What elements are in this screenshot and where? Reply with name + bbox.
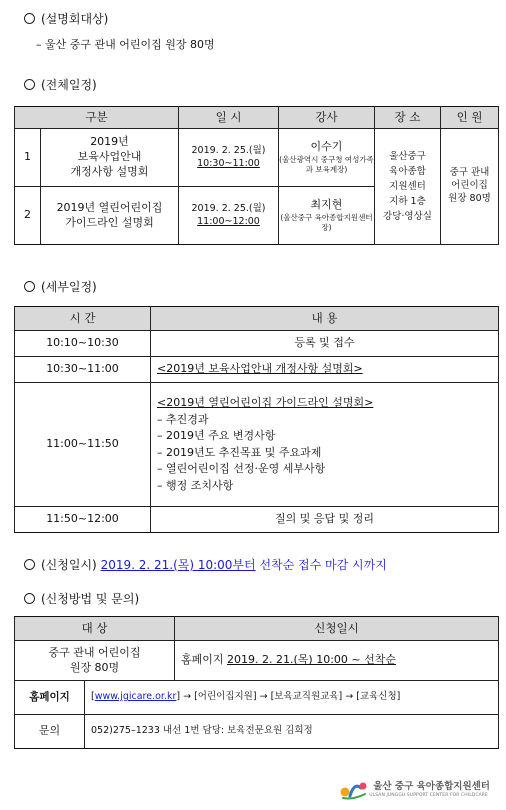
content-cell: <2019년 열린어린이집 가이드라인 설명회> – 추진경과 – 2019년 주요 변경사항 – 2019년도 추진목표 및 주요과제 – 열린어린이집 선정·운영 세부사항 – 행정 조치사항 [151, 383, 499, 507]
target-detail: – 울산 중구 관내 어린이집 원장 80명 [36, 38, 215, 51]
time-cell: 11:50~12:00 [15, 507, 151, 533]
session-datetime: 2019. 2. 25.(월) 10:30~11:00 [179, 129, 279, 187]
col-header-datetime: 일 시 [179, 107, 279, 129]
org-name: 울산 중구 육아종합지원센터 [373, 781, 490, 793]
col-header-speaker: 강사 [279, 107, 375, 129]
col-header-time: 시 간 [15, 307, 151, 331]
content-cell: 질의 및 응답 및 정리 [151, 507, 499, 533]
table-row [15, 129, 499, 187]
footer-logo [339, 780, 490, 800]
circle-bullet-icon [24, 79, 35, 90]
circle-bullet-icon [24, 281, 35, 292]
time-cell: 10:30~11:00 [15, 357, 151, 383]
circle-bullet-icon [24, 559, 35, 570]
col-header-place: 장 소 [375, 107, 441, 129]
session-name: 2019년 열린어린이집 가이드라인 설명회 [41, 187, 179, 245]
list-item: – 열린어린이집 선정·운영 세부사항 [157, 462, 326, 475]
apply-datetime: 홈페이지 2019. 2. 21.(목) 10:00 ~ 선착순 [175, 641, 499, 681]
table-row [15, 641, 499, 681]
contact-label: 문의 [15, 715, 85, 749]
overall-schedule-table [14, 106, 499, 245]
apply-date-highlight: 2019. 2. 21.(목) 10:00부터 [100, 558, 256, 572]
overall-heading: (전체일정) [24, 76, 97, 93]
table-row [15, 681, 499, 715]
row-number: 2 [15, 187, 41, 245]
apply-date-rest: 선착순 접수 마감 시까지 [259, 558, 387, 572]
time-cell: 11:00~11:50 [15, 383, 151, 507]
session-datetime: 2019. 2. 25.(월) 11:00~12:00 [179, 187, 279, 245]
content-cell: <2019년 보육사업안내 개정사항 설명회> [151, 357, 499, 383]
table-row [15, 715, 499, 749]
org-logo-icon [339, 780, 369, 800]
detail-schedule-table [14, 306, 499, 533]
apply-date-line: (신청일시) 2019. 2. 21.(목) 10:00부터 선착순 접수 마감 시까지 [24, 556, 387, 573]
table-row [15, 507, 499, 533]
homepage-label: 홈페이지 [15, 681, 85, 715]
homepage-link[interactable]: www.jgicare.or.kr [94, 691, 177, 703]
col-header-apply-datetime: 신청일시 [175, 617, 499, 641]
homepage-cell: [www.jgicare.or.kr] → [어린이집지원] → [보육교직원교육] → [교육신청] [85, 681, 499, 715]
apply-table [14, 616, 499, 749]
target-heading: (설명회대상) [24, 10, 108, 27]
place: 울산중구 육아종합 지원센터 지하 1층 강당·영상실 [375, 129, 441, 245]
col-header-people: 인 원 [441, 107, 499, 129]
contact-cell: 052)275–1233 내선 1번 담당: 보육전문요원 김희정 [85, 715, 499, 749]
col-header-category: 구분 [15, 107, 179, 129]
speaker: 최지현 (울산중구 육아종합지원센터장) [279, 187, 375, 245]
content-cell: 등록 및 접수 [151, 331, 499, 357]
circle-bullet-icon [24, 13, 35, 24]
org-name-en: ULSAN JUNGGU SUPPORT CENTER FOR CHILDCARE [369, 792, 488, 798]
circle-bullet-icon [24, 593, 35, 604]
list-item: – 2019년 주요 변경사항 [157, 429, 276, 442]
speaker: 이수기 (울산광역시 중구청 여성가족과 보육계장) [279, 129, 375, 187]
row-number: 1 [15, 129, 41, 187]
col-header-content: 내 용 [151, 307, 499, 331]
list-item: – 추진경과 [157, 412, 209, 426]
detail-heading: (세부일정) [24, 278, 97, 295]
list-item: – 행정 조치사항 [157, 478, 234, 492]
col-header-target: 대 상 [15, 617, 175, 641]
session-name: 2019년 보육사업안내 개정사항 설명회 [41, 129, 179, 187]
table-row [15, 383, 499, 507]
table-row [15, 357, 499, 383]
apply-target: 중구 관내 어린이집 원장 80명 [15, 641, 175, 681]
time-cell: 10:10~10:30 [15, 331, 151, 357]
apply-heading: (신청방법 및 문의) [24, 590, 139, 607]
list-item: – 2019년도 추진목표 및 주요과제 [157, 445, 322, 459]
people: 중구 관내 어린이집 원장 80명 [441, 129, 499, 245]
table-row [15, 331, 499, 357]
